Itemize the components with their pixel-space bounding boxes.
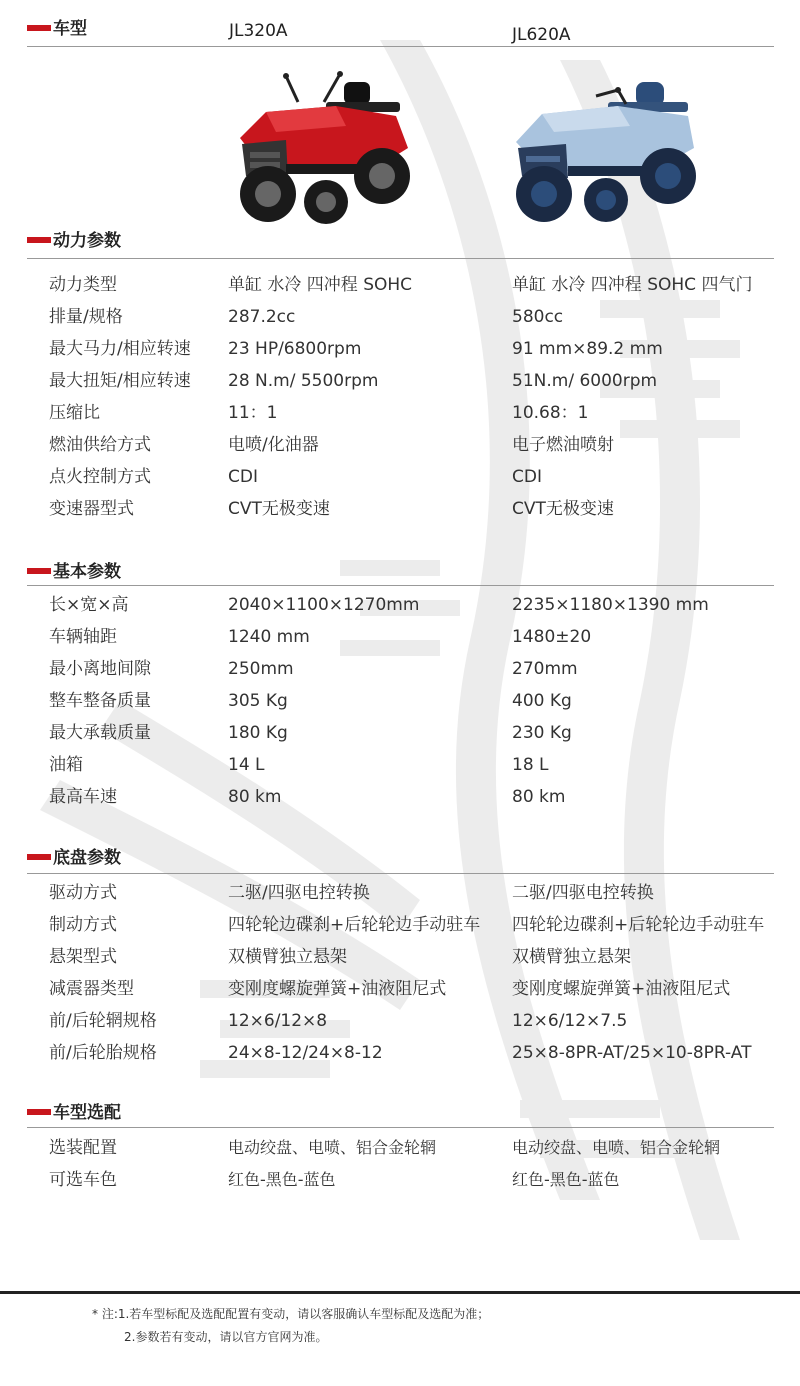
section-title-text: 车型: [53, 19, 87, 39]
spec-value-jl620a: 单缸 水冷 四冲程 SOHC 四气门: [512, 275, 753, 295]
footer-note-1: * 注:1.若车型标配及选配配置有变动，请以客服确认车型标配及选配为准；: [92, 1307, 490, 1321]
footer-bar: [0, 1291, 800, 1294]
spec-value-jl620a: 变刚度螺旋弹簧+油液阻尼式: [512, 979, 731, 999]
spec-value-jl320a: 80 km: [228, 787, 282, 807]
spec-row: [0, 718, 800, 748]
spec-label: 油箱: [49, 755, 83, 775]
spec-label: 动力类型: [49, 275, 117, 295]
spec-value-jl620a: 1480±20: [512, 627, 592, 647]
spec-value-jl320a: 14 L: [228, 755, 265, 775]
spec-label: 长×宽×高: [49, 595, 129, 615]
spec-value-jl620a: 12×6/12×7.5: [512, 1011, 628, 1031]
spec-value-jl320a: 四轮轮边碟刹+后轮轮边手动驻车: [228, 915, 481, 935]
vehicle-image-jl620a: [508, 76, 698, 226]
spec-row: [0, 686, 800, 716]
spec-row: [0, 494, 800, 524]
model-name-1: JL320A: [229, 21, 288, 41]
spec-value-jl320a: 双横臂独立悬架: [228, 947, 347, 967]
spec-value-jl620a: 270mm: [512, 659, 578, 679]
spec-value-jl320a: 红色-黑色-蓝色: [228, 1170, 336, 1189]
spec-row: [0, 270, 800, 300]
spec-label: 悬架型式: [49, 947, 117, 967]
spec-value-jl620a: 2235×1180×1390 mm: [512, 595, 709, 615]
spec-value-jl320a: 180 Kg: [228, 723, 288, 743]
divider: [27, 1127, 774, 1128]
section-title-text: 基本参数: [53, 562, 121, 582]
spec-value-jl320a: 287.2cc: [228, 307, 296, 327]
spec-value-jl620a: 双横臂独立悬架: [512, 947, 631, 967]
spec-row: [0, 622, 800, 652]
model-name-2: JL620A: [512, 25, 571, 45]
spec-value-jl620a: 二驱/四驱电控转换: [512, 883, 654, 903]
spec-row: [0, 398, 800, 428]
spec-row: [0, 910, 800, 940]
spec-value-jl320a: 1240 mm: [228, 627, 310, 647]
section-title-power: [27, 230, 121, 252]
spec-value-jl320a: 24×8-12/24×8-12: [228, 1043, 383, 1063]
divider: [27, 585, 774, 586]
spec-label: 选装配置: [49, 1138, 117, 1158]
section-title-basic: [27, 561, 121, 583]
spec-row: [0, 782, 800, 812]
spec-value-jl620a: 10.68：1: [512, 403, 589, 423]
spec-value-jl320a: 二驱/四驱电控转换: [228, 883, 370, 903]
section-marker: [27, 568, 51, 574]
spec-value-jl620a: CVT无极变速: [512, 499, 614, 519]
spec-value-jl620a: 91 mm×89.2 mm: [512, 339, 663, 359]
spec-value-jl320a: 变刚度螺旋弹簧+油液阻尼式: [228, 979, 447, 999]
spec-value-jl320a: CVT无极变速: [228, 499, 330, 519]
spec-row: [0, 878, 800, 908]
spec-label: 排量/规格: [49, 307, 123, 327]
spec-value-jl620a: 580cc: [512, 307, 564, 327]
spec-label: 车辆轴距: [49, 627, 117, 647]
spec-value-jl620a: 80 km: [512, 787, 566, 807]
spec-row: [0, 1038, 800, 1068]
spec-label: 可选车色: [49, 1170, 117, 1190]
spec-row: [0, 942, 800, 972]
spec-value-jl620a: 230 Kg: [512, 723, 572, 743]
spec-row: [0, 1133, 800, 1163]
spec-label: 前/后轮辋规格: [49, 1011, 157, 1031]
section-marker: [27, 1109, 51, 1115]
spec-row: [0, 1165, 800, 1195]
spec-label: 点火控制方式: [49, 467, 151, 487]
spec-value-jl620a: 25×8-8PR-AT/25×10-8PR-AT: [512, 1043, 752, 1063]
spec-label: 前/后轮胎规格: [49, 1043, 157, 1063]
spec-row: [0, 590, 800, 620]
footer-note-2: 2.参数若有变动，请以官方官网为准。: [124, 1330, 328, 1344]
section-title-chassis: [27, 847, 121, 869]
spec-label: 最大马力/相应转速: [49, 339, 191, 359]
spec-value-jl620a: 电动绞盘、电喷、铝合金轮辋: [512, 1138, 721, 1157]
spec-row: [0, 334, 800, 364]
spec-row: [0, 1006, 800, 1036]
spec-value-jl620a: 51N.m/ 6000rpm: [512, 371, 658, 391]
section-title-models: [27, 18, 87, 40]
spec-row: [0, 462, 800, 492]
section-title-text: 动力参数: [53, 231, 121, 251]
spec-label: 最大承载质量: [49, 723, 151, 743]
vehicle-image-jl320a: [226, 68, 416, 226]
divider: [27, 258, 774, 259]
spec-label: 最小离地间隙: [49, 659, 151, 679]
spec-value-jl320a: CDI: [228, 467, 258, 487]
spec-label: 燃油供给方式: [49, 435, 151, 455]
spec-label: 整车整备质量: [49, 691, 151, 711]
spec-value-jl620a: 红色-黑色-蓝色: [512, 1170, 620, 1189]
section-marker: [27, 854, 51, 860]
divider: [27, 46, 774, 47]
section-title-text: 车型选配: [53, 1103, 121, 1123]
spec-value-jl620a: 四轮轮边碟刹+后轮轮边手动驻车: [512, 915, 765, 935]
spec-label: 压缩比: [49, 403, 100, 423]
spec-value-jl320a: 单缸 水冷 四冲程 SOHC: [228, 275, 413, 295]
spec-value-jl320a: 2040×1100×1270mm: [228, 595, 420, 615]
spec-row: [0, 302, 800, 332]
spec-row: [0, 366, 800, 396]
section-title-text: 底盘参数: [53, 848, 121, 868]
spec-label: 最大扭矩/相应转速: [49, 371, 191, 391]
spec-label: 变速器型式: [49, 499, 134, 519]
section-marker: [27, 25, 51, 31]
spec-value-jl320a: 电动绞盘、电喷、铝合金轮辋: [228, 1138, 437, 1157]
spec-value-jl320a: 250mm: [228, 659, 294, 679]
spec-value-jl620a: CDI: [512, 467, 542, 487]
spec-label: 最高车速: [49, 787, 117, 807]
spec-value-jl320a: 305 Kg: [228, 691, 288, 711]
spec-label: 驱动方式: [49, 883, 117, 903]
spec-value-jl620a: 电子燃油喷射: [512, 435, 614, 455]
spec-value-jl320a: 11：1: [228, 403, 278, 423]
spec-value-jl620a: 18 L: [512, 755, 549, 775]
spec-value-jl320a: 12×6/12×8: [228, 1011, 328, 1031]
spec-row: [0, 430, 800, 460]
divider: [27, 873, 774, 874]
spec-row: [0, 974, 800, 1004]
spec-value-jl320a: 23 HP/6800rpm: [228, 339, 362, 359]
spec-label: 制动方式: [49, 915, 117, 935]
spec-value-jl320a: 28 N.m/ 5500rpm: [228, 371, 379, 391]
spec-label: 减震器类型: [49, 979, 134, 999]
spec-row: [0, 750, 800, 780]
section-title-options: [27, 1102, 121, 1124]
spec-value-jl620a: 400 Kg: [512, 691, 572, 711]
spec-value-jl320a: 电喷/化油器: [228, 435, 319, 455]
section-marker: [27, 237, 51, 243]
spec-row: [0, 654, 800, 684]
